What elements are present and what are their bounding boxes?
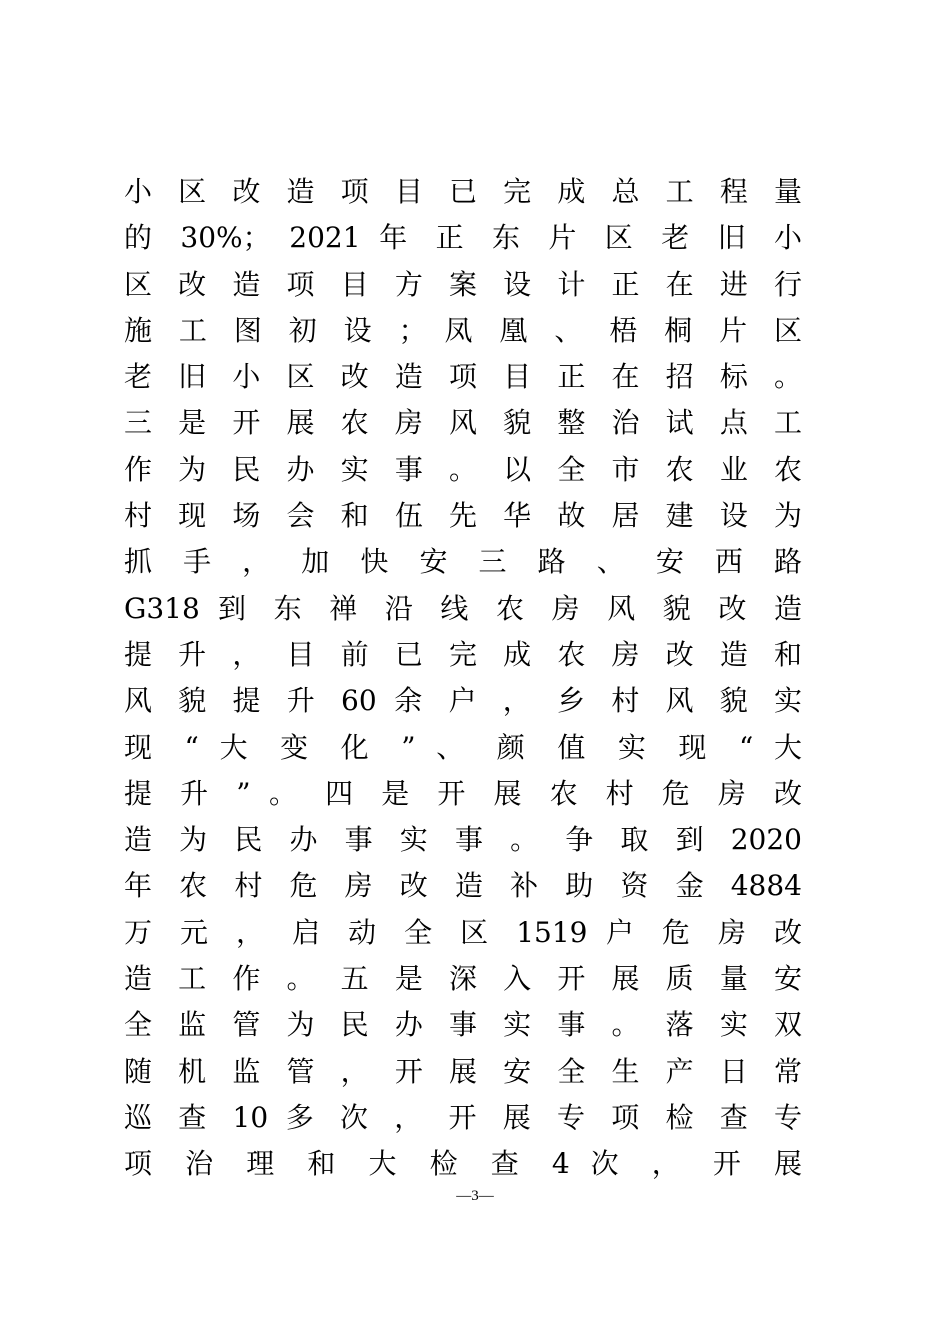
text-line: 作 为 民 办 实 事 。 以 全 市 农 业 农 xyxy=(124,452,802,486)
text-line: 的 30%； 2021 年 正 东 片 区 老 旧 小 xyxy=(124,221,802,255)
text-line: 施 工 图 初 设 ； 凤 凰 、 梧 桐 片 区 xyxy=(124,313,802,347)
text-line: 现 “ 大 变 化 ” 、 颜 值 实 现 “ 大 xyxy=(124,730,802,764)
text-line: 造 为 民 办 事 实 事 。 争 取 到 2020 xyxy=(124,823,802,857)
text-line: 年 农 村 危 房 改 造 补 助 资 金 4884 xyxy=(124,869,802,903)
page-number: —3— xyxy=(456,1188,494,1204)
text-line: 三 是 开 展 农 房 风 貌 整 治 试 点 工 xyxy=(124,406,802,440)
text-line: 巡 查 10 多 次 ， 开 展 专 项 检 查 专 xyxy=(124,1100,802,1134)
text-line: 万 元 ， 启 动 全 区 1519 户 危 房 改 xyxy=(124,915,802,949)
text-line: 村 现 场 会 和 伍 先 华 故 居 建 设 为 xyxy=(124,499,802,533)
text-line: 小 区 改 造 项 目 已 完 成 总 工 程 量 xyxy=(124,175,802,208)
text-line: 全 监 管 为 民 办 事 实 事 。 落 实 双 xyxy=(124,1008,802,1042)
text-line: 随 机 监 管 ， 开 展 安 全 生 产 日 常 xyxy=(124,1054,802,1088)
text-line: 项 治 理 和 大 检 查 4 次 ， 开 展 xyxy=(124,1147,802,1181)
text-line: 提 升 ， 目 前 已 完 成 农 房 改 造 和 xyxy=(124,637,802,671)
text-line: 抓 手 ， 加 快 安 三 路 、 安 西 路 xyxy=(124,545,802,579)
text-line: 老 旧 小 区 改 造 项 目 正 在 招 标 。 xyxy=(124,360,802,394)
text-line: 造 工 作 。 五 是 深 入 开 展 质 量 安 xyxy=(124,962,802,996)
text-line: 区 改 造 项 目 方 案 设 计 正 在 进 行 xyxy=(124,267,802,301)
text-line: 提 升 ” 。 四 是 开 展 农 村 危 房 改 xyxy=(124,776,802,810)
text-line: 风 貌 提 升 60 余 户 ， 乡 村 风 貌 实 xyxy=(124,684,802,718)
document-body xyxy=(124,169,802,1188)
text-line: G318 到 东 禅 沿 线 农 房 风 貌 改 造 xyxy=(124,591,802,625)
